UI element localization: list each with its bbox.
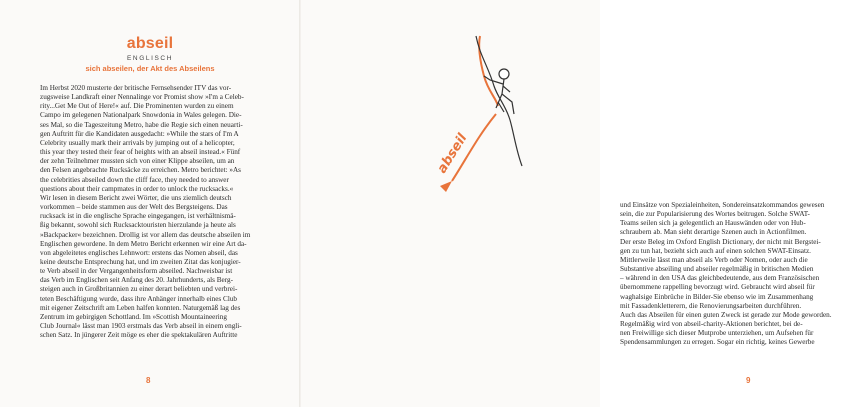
right-line: sein, die zur Popularisierung des Wortes beitrugen. Solche SWAT- bbox=[620, 210, 810, 219]
right-line: Auch das Abseilen für einen guten Zweck ist gerade zur Mode geworden. bbox=[620, 310, 832, 319]
left-line: teten Beschäftigung wurde, dass ihre Anhänger innerhalb eines Club bbox=[40, 294, 238, 303]
left-line: Celebrity usually mark their arrivals by jumping out of a helicopter, bbox=[40, 138, 235, 147]
right-line: Substantive abseiling und abseiler regelmäßig in britischen Medien bbox=[620, 265, 814, 274]
right-line: Der erste Beleg im Oxford English Dictionary, der nicht mit Bergstei- bbox=[620, 237, 821, 246]
right-line: – während in den USA das gleichbedeutende, aus dem Französischen bbox=[620, 274, 820, 283]
right-line: Teams seilen sich ja gelegentlich an Hauswänden oder von Hub- bbox=[620, 219, 806, 228]
entry-title: abseil bbox=[126, 35, 174, 52]
left-body-text bbox=[40, 84, 280, 340]
left-line: steigen auch in Großbritannien zu einer derart beliebten und verbrei- bbox=[40, 285, 238, 294]
illustration-label: abseil bbox=[434, 131, 471, 177]
left-line: te Verb abseil in der Vergangenheitsform abseiled. Nachweisbar ist bbox=[40, 267, 233, 276]
left-line: Zentrum im gebirgigen Schottland. Im »Scottish Mountaineering bbox=[40, 312, 227, 321]
left-page bbox=[0, 0, 300, 407]
left-line: questions about their campmates in order to unlock the rucksacks.« bbox=[40, 184, 234, 193]
right-line: schraubern ab. Man sieht derartige Szenen auch in Actionfilmen. bbox=[620, 228, 807, 237]
right-line: Mittlerweile lässt man abseil als Verb oder Nomen, oder auch die bbox=[620, 255, 808, 264]
left-line: Im Herbst 2020 musterte der britische Fernsehsender ITV das vor- bbox=[40, 84, 232, 92]
left-line: schen Satz. In jüngerer Zeit möge es eher die spektakulären Auftritte bbox=[40, 331, 238, 340]
left-line: Englischen gewordene. In dem Metro Bericht erkennen wir eine Art da- bbox=[40, 239, 247, 248]
page-number-right: 9 bbox=[746, 376, 751, 385]
right-body-text bbox=[620, 201, 860, 348]
left-line: zugsweise Landkraft einer Nennalinge vor Promist show »I'm a Celeb- bbox=[40, 93, 244, 102]
left-line: mit eigener Zeitschrift am Leben halfen konnten. Naturgemäß lag des bbox=[40, 303, 241, 312]
arrow-icon bbox=[440, 181, 452, 192]
entry-meaning: sich abseilen, der Akt des Abseilens bbox=[85, 64, 215, 73]
right-line: Spendensammlungen zu erregen. Sogar ein richtig, keines Gewerbe bbox=[620, 338, 815, 347]
left-line: von abgeleitetes englisches Lehnwort: erstens das Nomen abseil, das bbox=[40, 248, 238, 257]
left-line: vorkommen – beide stammen aus der Welt des Bergsteigens. Das bbox=[40, 203, 228, 212]
left-line: ßig bekannt, sowohl sich Rucksacktouristen hierzulande ja heute als bbox=[40, 221, 236, 230]
left-line: the celebrities abseiled down the cliff face, they needed to answer bbox=[40, 175, 229, 184]
right-line: waghalsige Einbrüche in Bilder-Sie ebenso wie im Zusammenhang bbox=[620, 292, 814, 301]
right-line: und Einsätze von Spezialeinheiten, Sondereinsatzkommandos gewesen bbox=[620, 201, 825, 209]
page-number-left: 8 bbox=[146, 376, 151, 385]
left-line: Club Journal« lässt man 1903 erstmals das Verb abseil in einem engli- bbox=[40, 322, 242, 331]
climber-figure bbox=[484, 69, 514, 114]
right-line: übernommene rappelling bevorzugt wird. Gebraucht wird abseil für bbox=[620, 283, 815, 292]
left-line: gen Auftritt für die Kandidaten ausgedacht: »While the stars of I'm A bbox=[40, 129, 239, 138]
left-line: keine deutsche Entsprechung hat, und im zweiten Zitat das konjugier- bbox=[40, 257, 241, 266]
left-line: den Felsen angebrachte Rucksäcke zu erreichen. Metro berichtet: »As bbox=[40, 166, 241, 175]
right-line: mit Fassadenkletterern, die Renovierungsarbeiten durchführen. bbox=[620, 301, 802, 310]
climber-illustration bbox=[418, 36, 578, 196]
left-line: this year they tested their fear of heights with an abseil instead.« Fünf bbox=[40, 148, 241, 157]
left-line: das Verb im Englischen seit Anfang des 20. Jahrhunderts, als Berg- bbox=[40, 276, 233, 285]
left-line: rity...Get Me Out of Here!« auf. Die Prominenten wurden zu einem bbox=[40, 102, 234, 111]
right-line: gen zu tun hat, bezieht sich auch auf einen solchen SWAT-Einsatz. bbox=[620, 246, 811, 255]
left-line: rucksack ist in die englische Sprache eingegangen, ist verhältnismä- bbox=[40, 212, 236, 221]
left-line: ses Mal, so die Tageszeitung Metro, habe die Regie sich einen neuarti- bbox=[40, 120, 243, 129]
left-line: Wir lesen in diesem Bericht zwei Wörter, die uns ziemlich deutsch bbox=[40, 193, 232, 202]
right-line: Regelmäßig wird von abseil-charity-Aktionen berichtet, bei de- bbox=[620, 320, 803, 329]
right-line: nen Freiwillige sich dieser Mutprobe unterziehen, um Aufsehen für bbox=[620, 329, 814, 338]
left-line: »Backpacker« bezeichnen. Drollig ist vor allem das deutsche abseilen im bbox=[40, 230, 251, 239]
entry-language: ENGLISCH bbox=[126, 55, 174, 62]
left-line: Campo im gelegenen Nationalpark Snowdonia in Wales gelegen. Die- bbox=[40, 111, 242, 120]
left-line: der zehn Teilnehmer mussten sich von einer Klippe abseilen, um an bbox=[40, 157, 235, 166]
